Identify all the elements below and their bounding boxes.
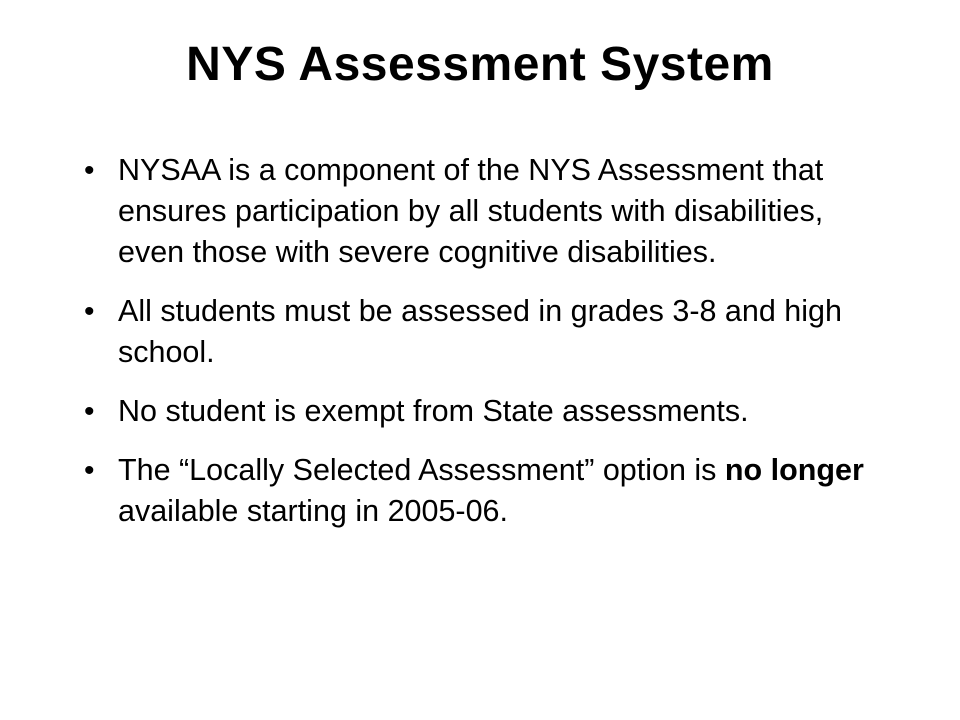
bullet-item-nysaa <box>84 150 894 273</box>
bullet-text-emphasis: no longer <box>724 453 864 487</box>
bullet-dot-icon: • <box>84 454 95 487</box>
bullet-item-grades <box>84 291 894 373</box>
bullet-text: No student is exempt from State assessments. <box>118 394 749 428</box>
bullet-dot-icon: • <box>84 154 95 187</box>
bullet-text: NYSAA is a component of the NYS Assessment that ensures participation by all students with disabilities, even those with severe cognitive disabilities. <box>118 153 824 269</box>
bullet-text-before: The “Locally Selected Assessment” option is <box>118 453 725 487</box>
bullet-item-exempt <box>84 391 894 432</box>
slide-title: NYS Assessment System <box>186 38 774 91</box>
bullet-dot-icon: • <box>84 295 95 328</box>
bullet-list <box>84 150 894 550</box>
bullet-text: All students must be assessed in grades 3-8 and high school. <box>118 294 842 369</box>
bullet-dot-icon: • <box>84 395 95 428</box>
bullet-text-after: available starting in 2005-06. <box>118 494 508 528</box>
bullet-item-locally-selected <box>84 450 894 532</box>
